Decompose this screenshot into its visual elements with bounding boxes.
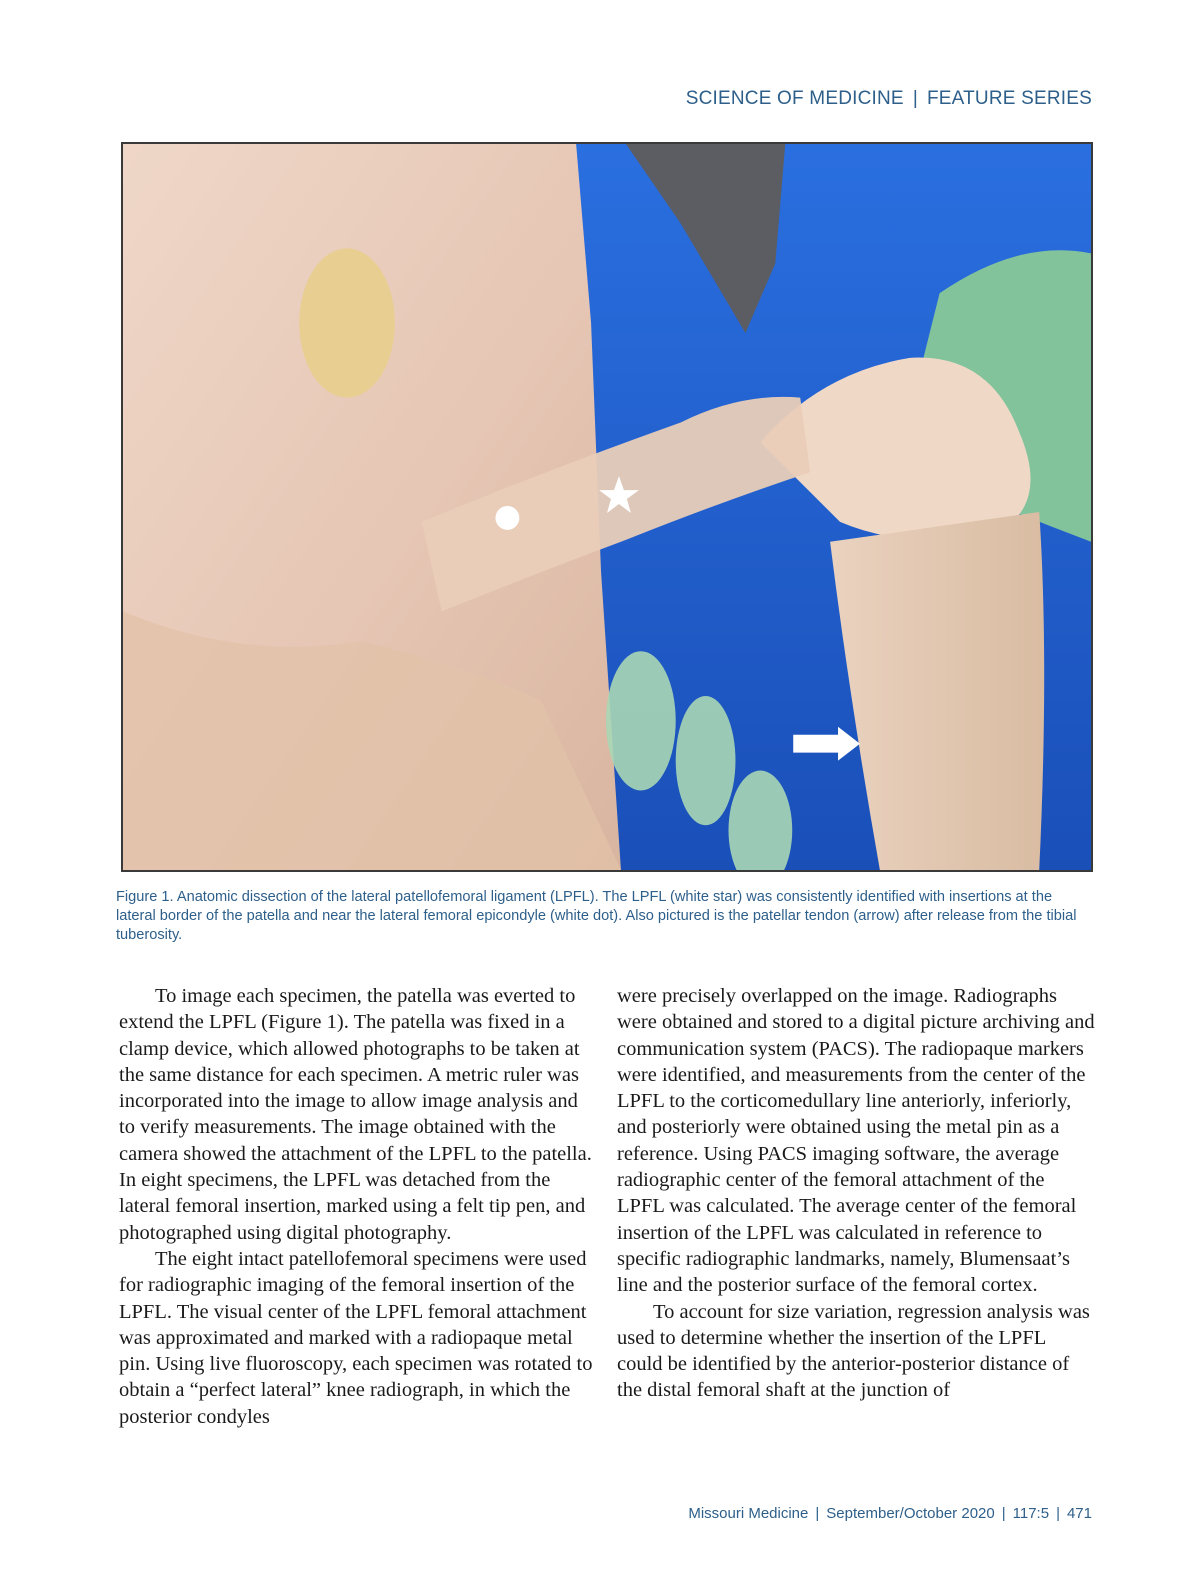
glove-finger-2 — [676, 696, 736, 825]
footer-page-number: 471 — [1066, 1505, 1092, 1522]
paragraph: The eight intact patellofemoral specimens were used for radiographic imaging of the femoral insertion of the LPFL. The visual center of the LPFL femoral attachment was approximated and marked with a radiopaque metal pin. Using live fluoroscopy, each specimen was rotated to obtain a “perfect lateral” knee radiograph, in which the posterior condyles — [119, 1247, 593, 1428]
body-column-right — [617, 983, 1095, 1404]
body-column-left — [119, 983, 597, 1430]
running-header — [686, 88, 1092, 110]
running-footer: Missouri Medicine | September/October 2020 | 117:5 | 471 — [688, 1505, 1092, 1522]
header-section: SCIENCE OF MEDICINE — [685, 88, 904, 109]
glove-finger-1 — [606, 651, 676, 790]
dissection-photo — [123, 144, 1091, 870]
figure-1-photo — [121, 142, 1093, 872]
fat-pad — [299, 248, 395, 397]
footer-volume: 117:5 — [1012, 1505, 1050, 1522]
paragraph: were precisely overlapped on the image. Radiographs were obtained and stored to a digital picture archiving and communication system (PACS). The radiopaque markers were identified, and measurements from the center of the LPFL to the corticomedullary line anteriorly, inferiorly, and posteriorly were obtained using the metal pin as a reference. Using PACS imaging software, the average radiographic center of the femoral attachment of the LPFL was calculated. The average center of the femoral insertion of the LPFL was calculated in reference to specific radiographic landmarks, namely, Blumensaat’s line and the posterior surface of the femoral cortex. — [617, 985, 1095, 1297]
footer-issue-date: September/October 2020 — [826, 1505, 995, 1522]
paragraph: To account for size variation, regression analysis was used to determine whether the insertion of the LPFL could be identified by the anterior-posterior distance of the distal femoral shaft at the junction of — [617, 1300, 1090, 1402]
header-series: FEATURE SERIES — [926, 88, 1092, 109]
footer-journal: Missouri Medicine — [688, 1505, 809, 1522]
paragraph: To image each specimen, the patella was everted to extend the LPFL (Figure 1). The patella was fixed in a clamp device, which allowed photographs to be taken at the same distance for each specimen. A metric ruler was incorporated into the image to allow image analysis and to verify measurements. The image obtained with the camera showed the attachment of the LPFL to the patella. In eight specimens, the LPFL was detached from the lateral femoral insertion, marked using a felt tip pen, and photographed using digital photography. — [119, 985, 592, 1244]
header-separator: | — [912, 88, 918, 109]
white-dot-marker — [495, 506, 519, 530]
figure-caption: Figure 1. Anatomic dissection of the lateral patellofemoral ligament (LPFL). The LPFL (white star) was consistently identified with insertions at the lateral border of the patella and near the lateral femoral epicondyle (white dot). Also pictured is the patellar tendon (arrow) after release from the tibial tuberosity. — [116, 889, 1077, 943]
